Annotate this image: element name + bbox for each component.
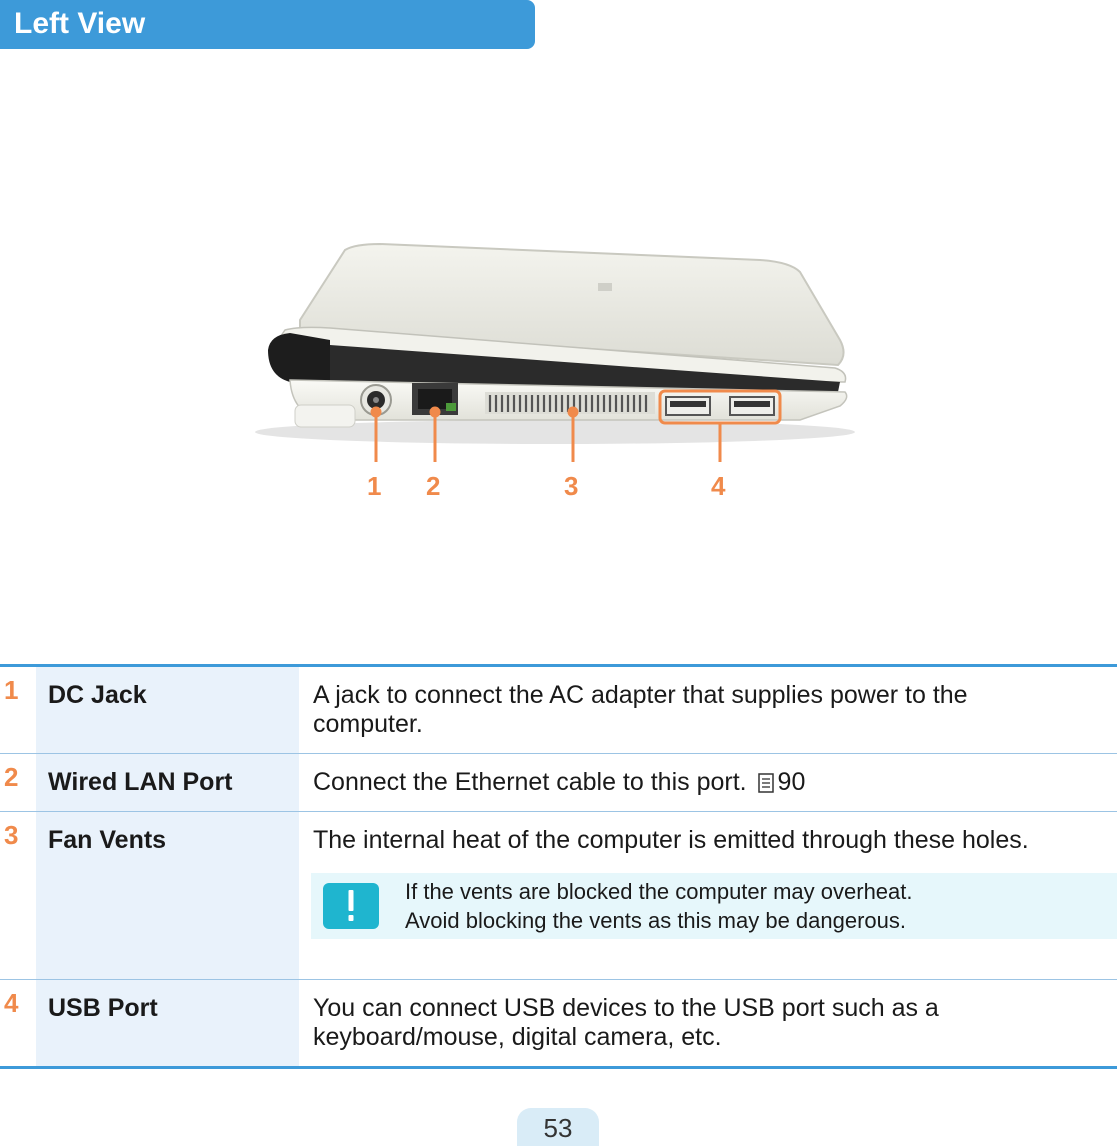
table-row: [0, 812, 1117, 980]
table-row: [0, 754, 1117, 812]
row-description: [299, 812, 1117, 980]
row-number: 4: [0, 980, 36, 1068]
callout-2: 2: [426, 471, 441, 501]
row-name: Wired LAN Port: [36, 754, 299, 812]
caution-text: [405, 877, 913, 935]
row-name: Fan Vents: [36, 812, 299, 980]
table-row: [0, 980, 1117, 1068]
caution-note: [311, 873, 1117, 939]
row-name: DC Jack: [36, 666, 299, 754]
caution-line-1: If the vents are blocked the computer may overheat.: [405, 879, 913, 904]
caution-line-2: Avoid blocking the vents as this may be dangerous.: [405, 908, 907, 933]
row-description: A jack to connect the AC adapter that supplies power to the computer.: [299, 666, 1117, 754]
row-number: 1: [0, 666, 36, 754]
row-description-text: The internal heat of the computer is emitted through these holes.: [313, 826, 1029, 854]
row-name: USB Port: [36, 980, 299, 1068]
row-number: 2: [0, 754, 36, 812]
page-number: 53: [517, 1108, 599, 1146]
reference-page-number: 90: [777, 768, 806, 796]
row-number: 3: [0, 812, 36, 980]
manual-reference-icon: [758, 773, 774, 793]
section-title: Left View: [14, 7, 146, 40]
laptop-left-view-image: [0, 0, 1117, 540]
row-description: You can connect USB devices to the USB port such as a keyboard/mouse, digital camera, etc.: [299, 980, 1117, 1068]
callout-4: 4: [711, 471, 726, 501]
ports-table: [0, 664, 1117, 1069]
callout-1: 1: [367, 471, 382, 501]
row-description-text: Connect the Ethernet cable to this port.: [313, 768, 747, 796]
callout-3: 3: [564, 471, 579, 501]
caution-icon: [323, 883, 379, 929]
row-description: [299, 754, 1117, 812]
table-row: [0, 666, 1117, 754]
